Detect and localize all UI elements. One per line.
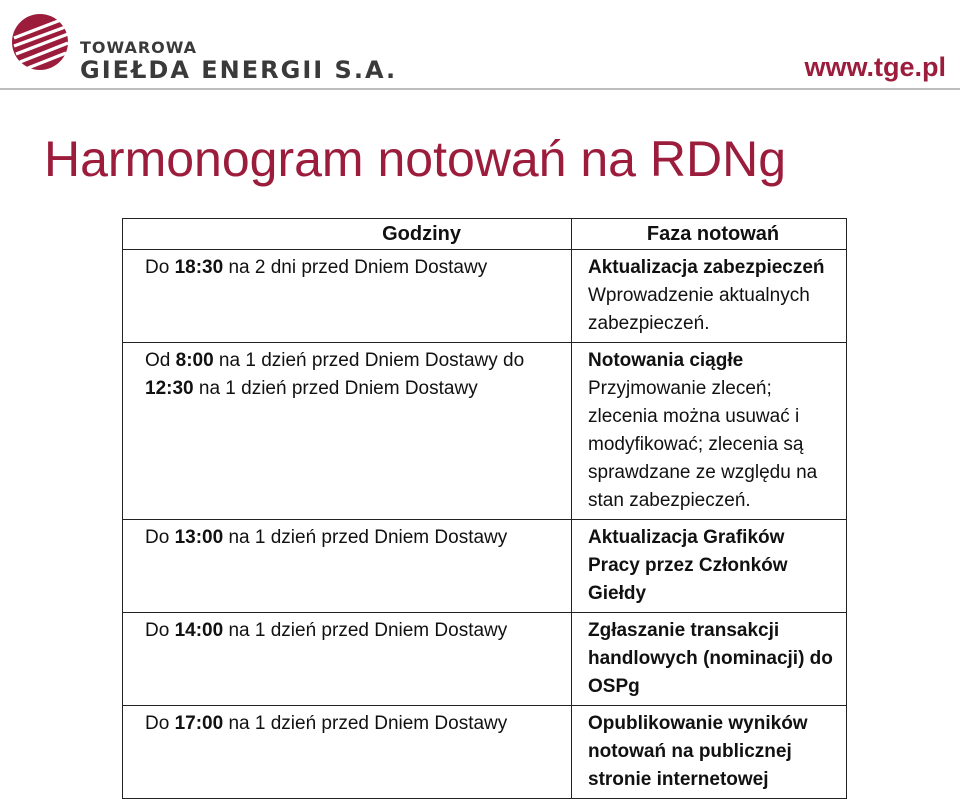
column-header-time: Godziny [123, 219, 572, 250]
phase-cell [572, 706, 847, 799]
time-value: 12:30 [145, 378, 194, 399]
phase-description: Wprowadzenie aktualnych zabezpieczeń. [588, 285, 810, 334]
phase-title: Notowania ciągłe [588, 350, 744, 371]
phase-title: Zgłaszanie transakcji handlowych (nominacji) do OSPg [588, 620, 833, 697]
time-text: na 1 dzień przed Dniem Dostawy [223, 713, 508, 734]
table-row [123, 343, 847, 520]
table-row [123, 613, 847, 706]
table-header-row [123, 219, 847, 250]
company-line2: GIEŁDA ENERGII S.A. [80, 56, 398, 84]
time-text: na 1 dzień przed Dniem Dostawy [223, 527, 508, 548]
tge-logo-icon [8, 8, 72, 72]
phase-title: Aktualizacja zabezpieczeń [588, 257, 825, 278]
time-value: 18:30 [174, 257, 224, 278]
website-link[interactable]: www.tge.pl [804, 52, 946, 82]
table-row [123, 250, 847, 343]
time-text: na 1 dzień przed Dniem Dostawy [223, 620, 508, 641]
time-cell [123, 250, 572, 343]
time-cell [123, 343, 572, 520]
phase-title: Aktualizacja Grafików Pracy przez Członków Giełdy [588, 527, 788, 604]
phase-cell [572, 343, 847, 520]
page-title: Harmonogram notowań na RDNg [44, 131, 787, 187]
time-text: Od [145, 350, 176, 371]
header-divider [0, 88, 960, 90]
time-text: na 1 dzień przed Dniem Dostawy [193, 378, 478, 399]
time-text: Do [145, 620, 175, 641]
time-cell [123, 706, 572, 799]
time-cell [123, 613, 572, 706]
time-text: Do [145, 257, 175, 278]
company-line1: TOWAROWA [80, 38, 198, 57]
time-value: 17:00 [174, 713, 224, 734]
time-cell [123, 520, 572, 613]
phase-cell [572, 613, 847, 706]
time-text: Do [145, 713, 175, 734]
table-row [123, 520, 847, 613]
time-text: na 2 dni przed Dniem Dostawy [223, 257, 488, 278]
time-value: 14:00 [174, 620, 224, 641]
phase-description: Przyjmowanie zleceń; zlecenia można usuwać i modyfikować; zlecenia są sprawdzane ze względu na stan zabezpieczeń. [588, 378, 818, 511]
schedule-table [122, 218, 847, 799]
phase-title: Opublikowanie wyników notowań na publicznej stronie internetowej [588, 713, 808, 790]
phase-cell [572, 250, 847, 343]
time-value: 8:00 [175, 350, 214, 371]
time-text: na 1 dzień przed Dniem Dostawy do [213, 350, 525, 371]
time-value: 13:00 [174, 527, 224, 548]
company-name [80, 40, 397, 82]
column-header-phase: Faza notowań [572, 219, 847, 250]
table-row [123, 706, 847, 799]
phase-cell [572, 520, 847, 613]
time-text: Do [145, 527, 175, 548]
